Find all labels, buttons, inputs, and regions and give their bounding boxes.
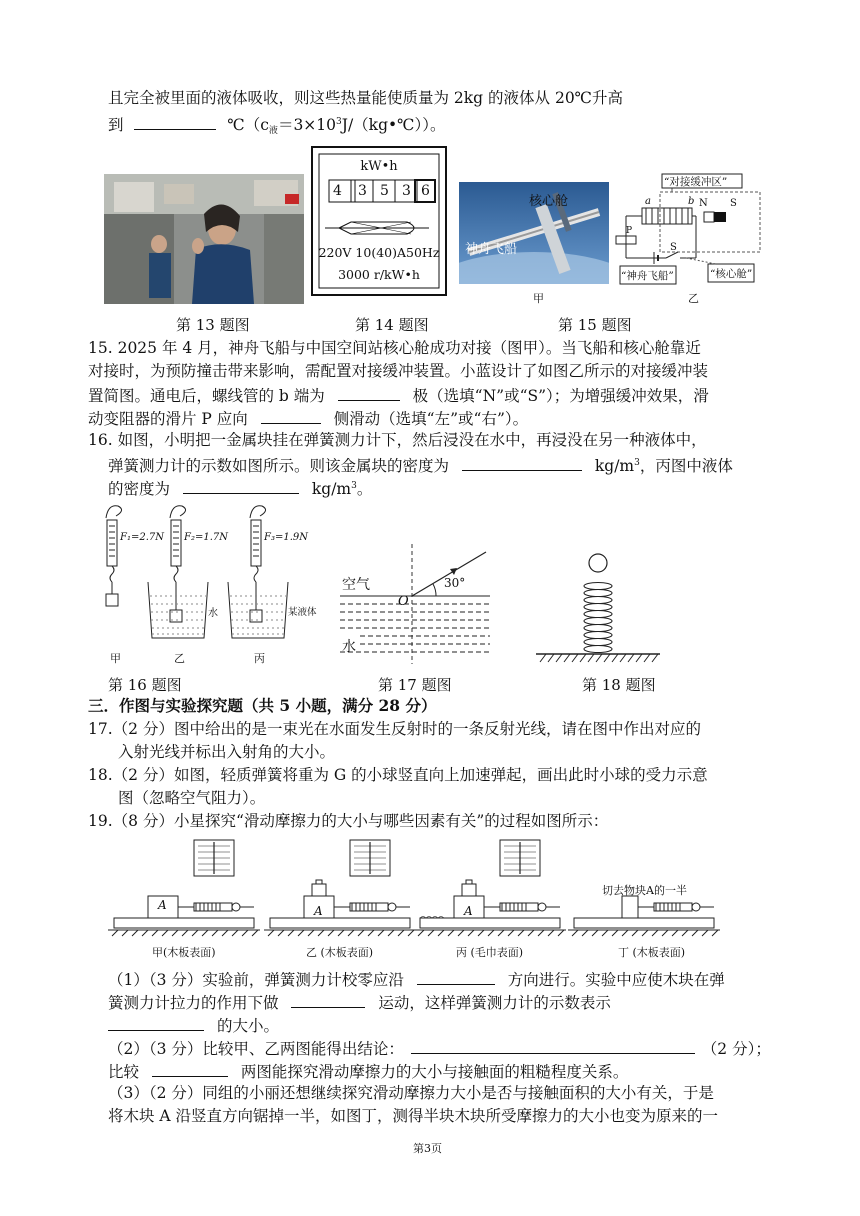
subscript: 液 (268, 126, 278, 136)
answer-blank[interactable] (338, 383, 400, 401)
text: 比较 (108, 1063, 140, 1081)
label-jia: 甲 (110, 652, 121, 665)
q19-part2-line2 (108, 1059, 628, 1083)
label-f1: F₁=2.7N (120, 532, 164, 543)
q19-line1: 19.（8 分）小星探究“滑动摩擦力的大小与哪些因素有关”的过程如图所示： (88, 812, 609, 830)
label-switch-S: S (670, 242, 677, 253)
text: 弹簧测力计的示数如图所示。则该金属块的密度为 (108, 457, 450, 475)
text: 。 (356, 480, 373, 498)
q15-line3 (88, 383, 709, 407)
fig16-spring-scales (100, 500, 320, 672)
q16-line3 (108, 475, 372, 500)
fig15-jia-label: 甲 (533, 292, 544, 305)
answer-blank[interactable] (134, 112, 216, 130)
caption-ding: 丁 (木板表面) (618, 946, 686, 959)
caption-yi: 乙 (木板表面) (306, 946, 374, 959)
fig15-caption: 第 15 题图 (558, 316, 632, 334)
q16-line1: 16. 如图，小明把一金属块挂在弹簧测力计下，然后浸没在水中，再浸没在另一种液体中， (88, 431, 707, 449)
text: ，丙图中液体 (639, 457, 733, 475)
answer-blank[interactable] (152, 1059, 228, 1077)
label-air: 空气 (342, 577, 370, 593)
q19-part1-line2 (108, 990, 611, 1014)
fig13-caption: 第 13 题图 (176, 316, 250, 334)
q19-part2-line1 (108, 1036, 771, 1060)
label-f3: F₃=1.9N (264, 532, 308, 543)
label-water: 水 (342, 639, 356, 655)
q17-line1: 17.（2 分）图中给出的是一束光在水面发生反射时的一条反射光线，请在图中作出对应的 (88, 720, 701, 738)
fig15-yi-label: 乙 (688, 292, 699, 305)
answer-blank[interactable] (417, 967, 495, 985)
meter-rate: 3000 r/kW•h (338, 267, 420, 282)
answer-blank[interactable] (462, 453, 582, 471)
fig16-caption: 第 16 题图 (108, 676, 182, 694)
label-core: 核心舱 (529, 194, 569, 209)
q15-line1: 15. 2025 年 4 月，神舟飞船与中国空间站核心舱成功对接（图甲）。当飞船和核心舱靠近 (88, 339, 701, 357)
label-water: 水 (208, 608, 218, 619)
meter-digit: 4 (333, 183, 342, 199)
text: kg/m (594, 457, 635, 475)
answer-blank[interactable] (291, 990, 365, 1008)
superscript: 3 (634, 458, 640, 468)
label-A: A (464, 904, 473, 918)
text: ℃（c (227, 116, 269, 134)
label-a: a (645, 196, 651, 207)
superscript: 3 (351, 481, 357, 491)
fig15-yi-circuit (612, 172, 764, 306)
meter-digit: 5 (380, 183, 389, 199)
label-liquid: 某液体 (288, 607, 317, 618)
fig17-reflection (340, 544, 492, 670)
q15-line4 (88, 406, 528, 430)
superscript: 3 (336, 117, 342, 127)
text: 到 (108, 116, 124, 134)
label-P: P (626, 226, 633, 236)
meter-spec: 220V 10(40)A50Hz (318, 245, 440, 260)
q19-part1-line3 (108, 1013, 279, 1037)
q14-continued-line1: 且完全被里面的液体吸收，则这些热量能使质量为 2kg 的液体从 20℃升高 (108, 89, 624, 107)
text: 的密度为 (108, 480, 171, 498)
text: （2 分）； (701, 1040, 771, 1058)
label-yi: 乙 (174, 652, 185, 665)
text: kg/m (311, 480, 352, 498)
label-ship: 神舟飞船 (465, 242, 518, 257)
q18-line1: 18.（2 分）如图，轻质弹簧将重为 G 的小球竖直向上加速弹起，画出此时小球的受力示意 (88, 766, 708, 784)
label-A: A (314, 904, 323, 918)
q19-part3-line2: 将木块 A 沿竖直方向锯掉一半，如图丁，测得半块木块所受摩擦力的大小也变为原来的一 (108, 1107, 719, 1125)
meter-unit: kW•h (360, 159, 398, 174)
text: 运动，这样弹簧测力计的示数表示 (378, 994, 611, 1012)
caption-bing: 丙 (毛巾表面) (456, 946, 524, 959)
label-angle: 30° (444, 576, 466, 590)
page-number: 第3页 (413, 1142, 442, 1155)
q19-part3-line1: （3）（2 分）同组的小丽还想继续探究滑动摩擦力大小是否与接触面积的大小有关，于是 (108, 1084, 714, 1102)
caption-jia: 甲(木板表面) (152, 946, 216, 959)
answer-blank[interactable] (261, 406, 321, 424)
meter-digit: 3 (402, 183, 411, 199)
label-b: b (688, 196, 695, 207)
text: 置简图。通电后，螺线管的 b 端为 (88, 387, 325, 405)
section-3-heading: 三．作图与实验探究题（共 5 小题，满分 28 分） (88, 696, 437, 715)
fig14-electric-meter (311, 146, 447, 296)
q19-part1-line1 (108, 967, 725, 991)
fig15-jia-photo (459, 182, 609, 284)
fig19-friction-experiment (108, 832, 722, 964)
label-core-box: “核心舱” (710, 268, 753, 280)
label-bing: 丙 (254, 652, 265, 665)
fig18-spring-ball (534, 550, 664, 666)
text: 两图能探究滑动摩擦力的大小与接触面的粗糙程度关系。 (240, 1063, 629, 1081)
label-f2: F₂=1.7N (184, 532, 228, 543)
text: （2）（3 分）比较甲、乙两图能得出结论： (108, 1040, 404, 1058)
label-A: A (158, 898, 167, 912)
fig13-photo (104, 174, 304, 304)
meter-digit: 3 (358, 183, 367, 199)
label-O: O (398, 594, 409, 609)
text: 动变阻器的滑片 P 应向 (88, 410, 248, 428)
fig18-caption: 第 18 题图 (582, 676, 656, 694)
fig14-caption: 第 14 题图 (355, 316, 429, 334)
answer-blank[interactable] (108, 1013, 204, 1031)
label-N: N (699, 198, 708, 209)
q17-line2: 入射光线并标出入射角的大小。 (118, 743, 336, 761)
text: 的大小。 (216, 1017, 279, 1035)
label-S: S (730, 198, 737, 209)
text: 侧滑动（选填“左”或“右”）。 (333, 410, 529, 428)
q15-line2: 对接时，为预防撞击带来影响，需配置对接缓冲装置。小蓝设计了如图乙所示的对接缓冲装 (88, 362, 709, 380)
label-ship-box: “神舟飞船” (621, 270, 674, 282)
q16-line2 (108, 452, 733, 477)
text: J/（kg•℃））。 (341, 116, 446, 134)
fig17-caption: 第 17 题图 (378, 676, 452, 694)
answer-blank[interactable] (183, 476, 299, 494)
label-buffer-zone: “对接缓冲区” (664, 176, 728, 188)
text: （1）（3 分）实验前，弹簧测力计校零应沿 (108, 971, 404, 989)
answer-blank[interactable] (411, 1036, 695, 1054)
label-cut-half: 切去物块A的一半 (602, 884, 687, 897)
text: 簧测力计拉力的作用下做 (108, 994, 279, 1012)
text: ＝3×10 (277, 116, 337, 134)
meter-digit: 6 (421, 183, 430, 199)
q14-continued-line2 (108, 111, 445, 142)
text: 极（选填“N”或“S”）；为增强缓冲效果，滑 (412, 387, 709, 405)
text: 方向进行。实验中应使木块在弹 (507, 971, 725, 989)
q18-line2: 图（忽略空气阻力）。 (118, 789, 266, 807)
